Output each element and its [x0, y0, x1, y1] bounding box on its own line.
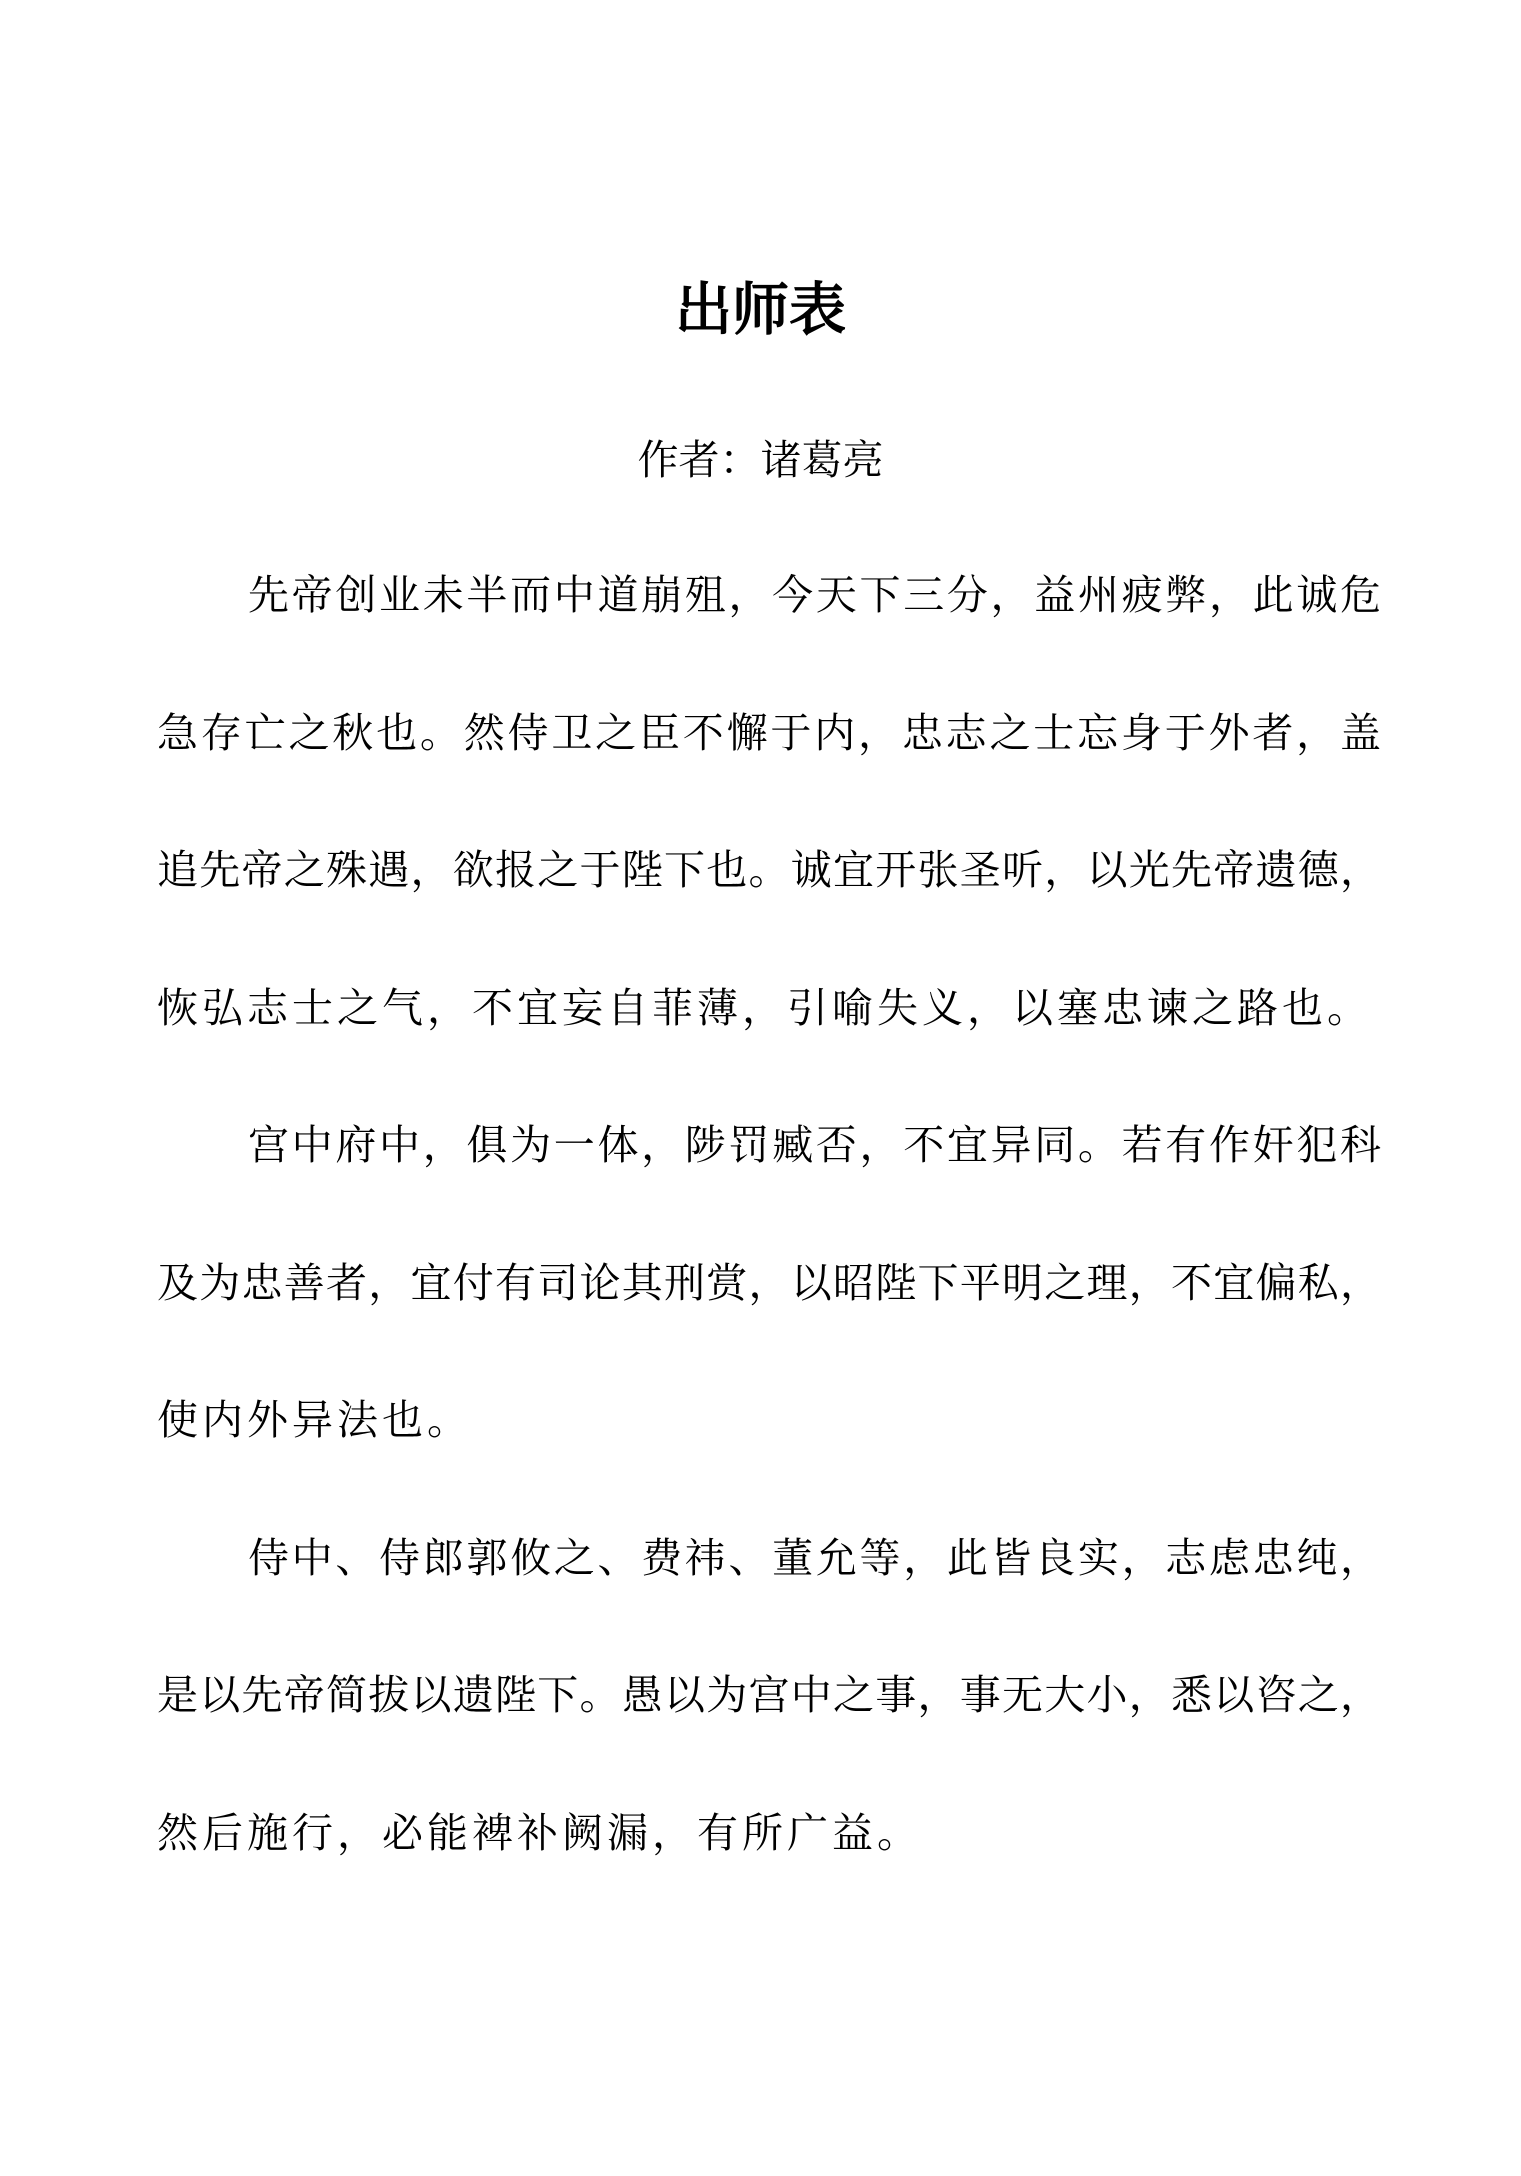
document-title: 出师表 [675, 277, 846, 343]
paragraph-2-line-1: 宫中府中，俱为一体，陟罚臧否，不宜异同。若有作奸犯科 [248, 1121, 1381, 1169]
paragraph-3-line-3: 然后施行，必能裨补阙漏，有所广益。 [157, 1809, 922, 1857]
paragraph-2-line-2: 及为忠善者，宜付有司论其刑赏，以昭陛下平明之理，不宜偏私， [157, 1259, 1381, 1307]
paragraph-1-line-1: 先帝创业未半而中道崩殂，今天下三分，益州疲弊，此诚危 [248, 571, 1381, 619]
paragraph-3-line-2: 是以先帝简拔以遗陛下。愚以为宫中之事，事无大小，悉以咨之， [157, 1671, 1381, 1719]
paragraph-1-line-2: 急存亡之秋也。然侍卫之臣不懈于内，忠志之士忘身于外者，盖 [157, 709, 1381, 757]
paragraph-1-line-4: 恢弘志士之气，不宜妄自菲薄，引喻失义，以塞忠谏之路也。 [157, 984, 1372, 1032]
paragraph-3-line-1: 侍中、侍郎郭攸之、费祎、董允等，此皆良实，志虑忠纯， [248, 1534, 1381, 1582]
paragraph-2-line-3: 使内外异法也。 [157, 1396, 472, 1444]
author-line: 作者：诸葛亮 [637, 436, 884, 484]
paragraph-1-line-3: 追先帝之殊遇，欲报之于陛下也。诚宜开张圣听，以光先帝遗德， [157, 846, 1381, 894]
